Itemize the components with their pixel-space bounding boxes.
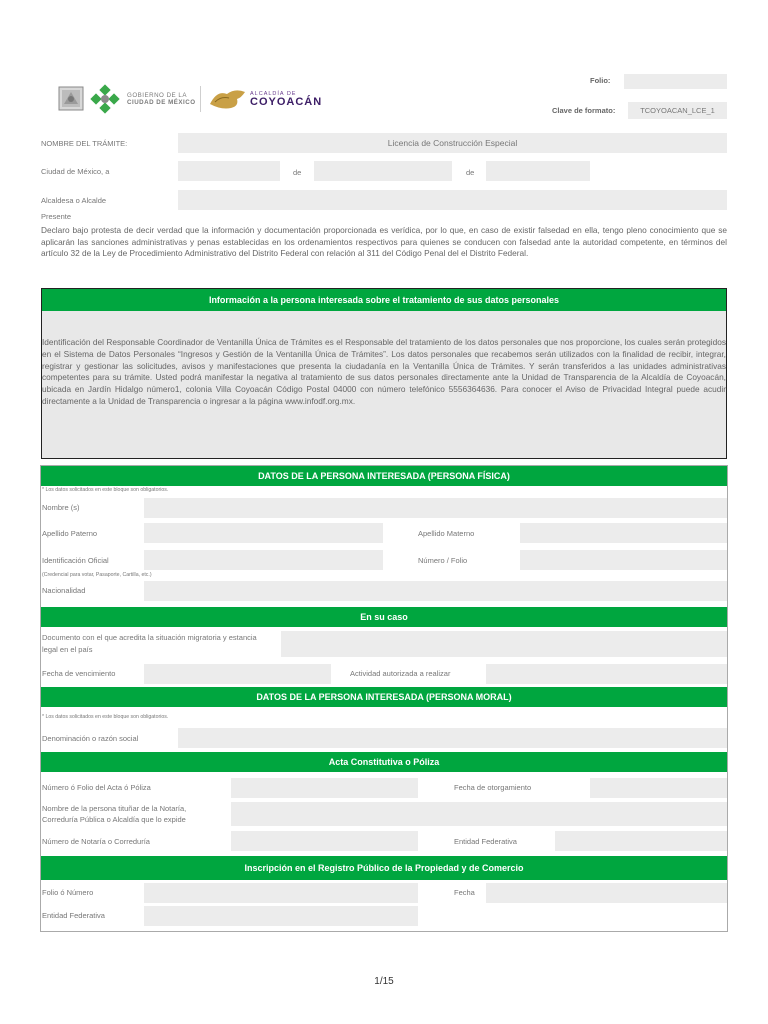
cdmx-logo-line2: CIUDAD DE MÉXICO — [127, 99, 196, 106]
nacionalidad-label: Nacionalidad — [42, 586, 86, 595]
documento-label-2: legal en el país — [42, 645, 93, 654]
moral-title: DATOS DE LA PERSONA INTERESADA (PERSONA MORAL) — [41, 687, 727, 707]
cdmx-logo-line1: GOBIERNO DE LA — [127, 92, 187, 99]
acta-entidad-label: Entidad Federativa — [454, 837, 517, 846]
cdmx-logo-text — [127, 92, 196, 106]
numero-folio-label: Número / Folio — [418, 556, 468, 565]
registro-folio-field[interactable] — [144, 883, 418, 903]
presente-label: Presente — [41, 212, 72, 221]
clave-field[interactable]: TCOYOACAN_LCE_1 — [628, 102, 727, 119]
clave-label: Clave de formato: — [552, 106, 616, 115]
coyoacan-logo-text — [250, 90, 322, 106]
nombre-field[interactable] — [144, 498, 727, 518]
acta-numero-field[interactable] — [231, 778, 418, 798]
tramite-label: NOMBRE DEL TRÁMITE: — [41, 139, 128, 148]
fisica-note: * Los datos solicitados en este bloque son obligatorios. — [42, 487, 169, 493]
documento-field[interactable] — [281, 631, 727, 657]
mes-field[interactable] — [314, 161, 452, 181]
folio-label: Folio: — [590, 76, 611, 85]
denominacion-field[interactable] — [178, 728, 727, 748]
acta-title: Acta Constitutiva o Póliza — [41, 752, 727, 772]
logo-divider — [200, 86, 201, 112]
page-number: 1/15 — [374, 976, 394, 987]
dia-field[interactable] — [178, 161, 280, 181]
registro-folio-label: Folio ó Número — [42, 888, 94, 897]
acta-numero-label: Número ó Folio del Acta ó Póliza — [42, 783, 151, 792]
coyoacan-coyote-logo — [207, 84, 249, 112]
documento-label-1: Documento con el que acredita la situación migratoria y estancia — [42, 633, 257, 642]
ap-materno-field[interactable] — [520, 523, 727, 543]
ap-materno-label: Apellido Materno — [418, 529, 475, 538]
cdmx-flower-logo — [90, 84, 120, 114]
identificacion-label: Identificación Oficial — [42, 556, 109, 565]
actividad-field[interactable] — [486, 664, 727, 684]
notario-nombre-label-2: Correduría Pública o Alcaldía que lo expide — [42, 815, 186, 824]
alcaldesa-label: Alcaldesa o Alcalde — [41, 196, 107, 205]
en-su-caso-title: En su caso — [41, 607, 727, 627]
de-label-1: de — [293, 168, 302, 177]
registro-fecha-label: Fecha — [454, 888, 475, 897]
cdmx-escudo-logo — [58, 86, 84, 111]
anio-field[interactable] — [486, 161, 590, 181]
moral-note: * Los datos solicitados en este bloque son obligatorios. — [42, 714, 169, 720]
vencimiento-label: Fecha de vencimiento — [42, 669, 116, 678]
alcaldesa-field[interactable] — [178, 190, 727, 210]
acta-entidad-field[interactable] — [555, 831, 727, 851]
vencimiento-field[interactable] — [144, 664, 331, 684]
fecha-otorgamiento-field[interactable] — [590, 778, 727, 798]
declaracion-text: Declaro bajo protesta de decir verdad que la información y documentación proporcionada es verídica, por lo que, en caso de existir falsedad en ella, tengo pleno conocimiento que se aplicarán las sanciones administrativas y penas establecidas en los ordenamientos respectivos para quienes se conducen con falsedad ante la autoridad competente, en términos del artículo 32 de la Ley de Procedimiento Administrativo del Distrito Federal con relación al 311 del Código Penal del el Distrito Federal. — [41, 225, 727, 258]
coyoacan-logo-small: ALCALDÍA DE — [250, 91, 297, 97]
privacy-text: Identificación del Responsable Coordinador de Ventanilla Única de Trámites es el Responsable del tratamiento de los datos personales que nos proporcione, los cuales serán protegidos en el Sistema de Datos Personales “Ingresos y Gestión de la Ventanilla Única de Trámites”. Los datos personales que recabemos serán utilizados con la finalidad de recibir, integrar, registrar y gestionar las solicitudes, avisos y manifestaciones que presenta la ciudadanía en la Ventanilla Única de Trámites. Y serán transferidos a las unidades administrativas competentes para su trámite. Usted podrá manifestar la negativa al tratamiento de sus datos personales directamente ante la Unidad de Transparencia de la Alcaldía de Coyoacán, ubicada en Jardín Hidalgo número1, colonia Villa Coyoacán Código Postal 04000 con número telefónico 5556364636. Para conocer el Aviso de Privacidad Integral puede acudir directamente a la Unidad de Transparencia o ingresar a la página www.infodf.org.mx. — [42, 337, 726, 406]
privacy-title: Información a la persona interesada sobre el tratamiento de sus datos personales — [42, 289, 726, 311]
nacionalidad-field[interactable] — [144, 581, 727, 601]
ap-paterno-label: Apellido Paterno — [42, 529, 98, 538]
fisica-title: DATOS DE LA PERSONA INTERESADA (PERSONA FÍSICA) — [41, 466, 727, 486]
registro-fecha-field[interactable] — [486, 883, 727, 903]
notaria-numero-field[interactable] — [231, 831, 418, 851]
fecha-label: Ciudad de México, a — [41, 167, 110, 176]
numero-folio-field[interactable] — [520, 550, 727, 570]
privacy-box — [41, 288, 727, 459]
notario-nombre-label-1: Nombre de la persona tituñar de la Notaría, — [42, 804, 187, 813]
nombre-label: Nombre (s) — [42, 503, 80, 512]
fecha-otorgamiento-label: Fecha de otorgamiento — [454, 783, 532, 792]
identificacion-note: (Credencial para votar, Pasaporte, Cartilla, etc.) — [42, 572, 152, 578]
folio-field[interactable] — [624, 74, 727, 89]
registro-entidad-field[interactable] — [144, 906, 418, 926]
registro-title: Inscripción en el Registro Público de la Propiedad y de Comercio — [41, 856, 727, 880]
ap-paterno-field[interactable] — [144, 523, 383, 543]
tramite-field[interactable]: Licencia de Construcción Especial — [178, 133, 727, 153]
registro-entidad-label: Entidad Federativa — [42, 911, 105, 920]
notario-nombre-field[interactable] — [231, 802, 727, 826]
identificacion-field[interactable] — [144, 550, 383, 570]
coyoacan-logo-big: COYOACÁN — [250, 96, 323, 108]
actividad-label: Actividad autorizada a realizar — [350, 669, 451, 678]
denominacion-label: Denominación o razón social — [42, 734, 139, 743]
notaria-numero-label: Número de Notaría o Correduría — [42, 837, 150, 846]
de-label-2: de — [466, 168, 475, 177]
